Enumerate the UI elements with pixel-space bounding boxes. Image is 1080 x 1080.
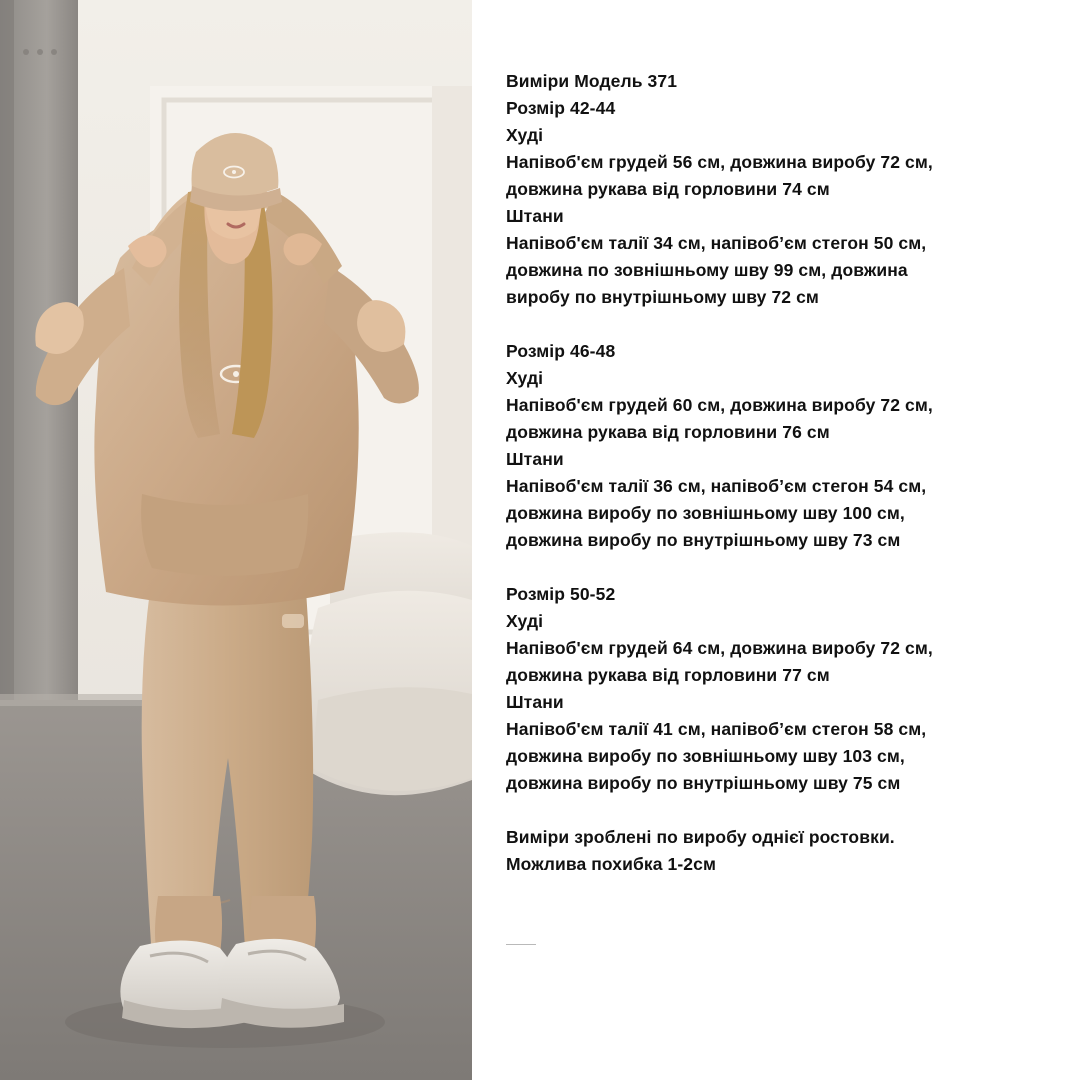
pants-measure-line-3: довжина виробу по внутрішньому шву 73 см <box>506 530 901 550</box>
size-label: Розмір 42-44 <box>506 98 616 118</box>
pants-measure-line-2: довжина по зовнішньому шву 99 см, довжина <box>506 260 908 280</box>
hoodie-measure-line-1: Напівоб'єм грудей 64 см, довжина виробу 72 см, <box>506 638 933 658</box>
garment-name-hoodie: Худі <box>506 368 544 388</box>
size-label: Розмір 50-52 <box>506 584 616 604</box>
hoodie-measure-line-2: довжина рукава від горловини 77 см <box>506 665 830 685</box>
size-group-46-48 <box>506 338 1056 554</box>
pants-measure-line-1: Напівоб'єм талії 34 см, напівоб’єм стегон 50 см, <box>506 233 927 253</box>
size-group-50-52 <box>506 581 1056 797</box>
pants-measure-line-1: Напівоб'єм талії 41 см, напівоб’єм стегон 58 см, <box>506 719 927 739</box>
footnote-line-2: Можлива похибка 1-2см <box>506 854 716 874</box>
measurements-header <box>506 68 1056 95</box>
garment-name-pants: Штани <box>506 206 564 226</box>
footnote-line-1: Виміри зроблені по виробу однієї ростовки. <box>506 827 895 847</box>
size-label: Розмір 46-48 <box>506 341 616 361</box>
garment-name-pants: Штани <box>506 449 564 469</box>
product-photo <box>0 0 472 1080</box>
garment-name-pants: Штани <box>506 692 564 712</box>
pants-measure-line-3: виробу по внутрішньому шву 72 см <box>506 287 819 307</box>
garment-name-hoodie: Худі <box>506 125 544 145</box>
pants-measure-line-1: Напівоб'єм талії 36 см, напівоб’єм стегон 54 см, <box>506 476 927 496</box>
hoodie-measure-line-1: Напівоб'єм грудей 56 см, довжина виробу 72 см, <box>506 152 933 172</box>
model-photo-illustration <box>0 0 472 1080</box>
group-spacer <box>506 554 1056 581</box>
pants-measure-line-2: довжина виробу по зовнішньому шву 100 см, <box>506 503 905 523</box>
measurements-panel <box>472 0 1080 1080</box>
size-group-42-44 <box>506 95 1056 311</box>
measurements-footnote <box>506 824 1056 878</box>
pants-measure-line-3: довжина виробу по внутрішньому шву 75 см <box>506 773 901 793</box>
garment-name-hoodie: Худі <box>506 611 544 631</box>
group-spacer <box>506 311 1056 338</box>
pants-measure-line-2: довжина виробу по зовнішньому шву 103 см, <box>506 746 905 766</box>
hoodie-measure-line-2: довжина рукава від горловини 76 см <box>506 422 830 442</box>
measurements-title: Виміри Модель 371 <box>506 71 678 91</box>
group-spacer <box>506 797 1056 824</box>
hoodie-measure-line-2: довжина рукава від горловини 74 см <box>506 179 830 199</box>
hoodie-measure-line-1: Напівоб'єм грудей 60 см, довжина виробу 72 см, <box>506 395 933 415</box>
footer-divider <box>506 944 536 945</box>
